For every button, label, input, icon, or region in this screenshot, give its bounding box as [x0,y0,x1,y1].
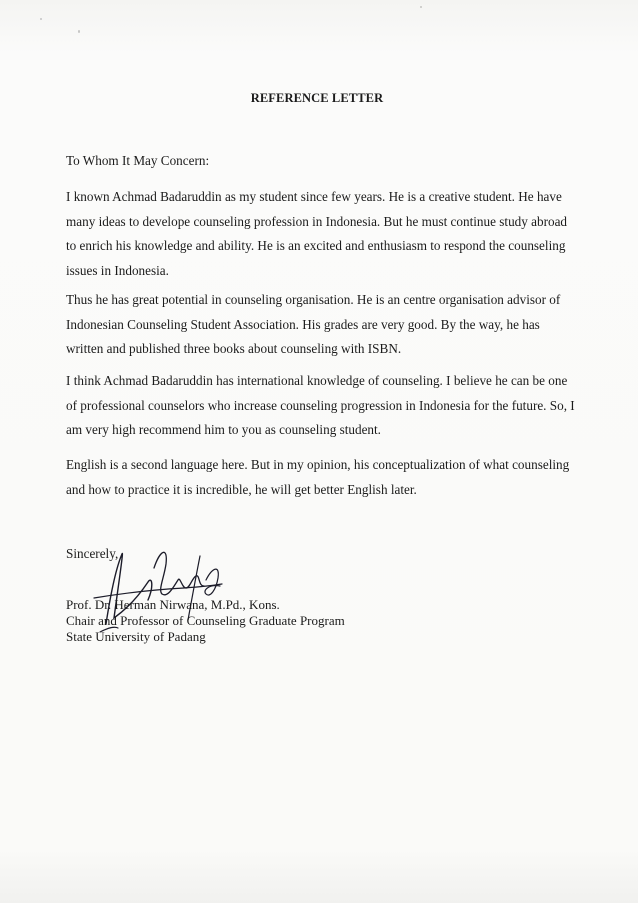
signatory-name: Prof. Dr. Herman Nirwana, M.Pd., Kons. [66,597,280,612]
closing: Sincerely, [66,546,119,561]
signatory-position: Chair and Professor of Counseling Graduate Program [66,613,345,628]
body-paragraph: I think Achmad Badaruddin has international knowledge of counseling. I believe he can be one of professional counselors who increase counseling progression in Indonesia for the future. So, I am very high recommend him to you as counseling student. [66,373,575,437]
body-paragraph: English is a second language here. But in my opinion, his conceptualization of what counseling and how to practice it is incredible, he will get better English later. [66,457,570,497]
scan-speck [40,18,42,20]
signature-block [66,597,345,645]
signatory-institution: State University of Padang [66,629,206,644]
body-paragraph: Thus he has great potential in counseling organisation. He is an centre organisation advisor of Indonesian Counseling Student Association. His grades are very good. By the way, he has written and published three books about counseling with ISBN. [66,292,561,356]
body-paragraph: I known Achmad Badaruddin as my student since few years. He is a creative student. He have many ideas to develope counseling profession in Indonesia. But he must continue study abroad to enrich his knowledge and ability. He is an excited and enthusiasm to respond the counseling issues in Indonesia. [66,189,568,278]
scan-speck [78,30,80,33]
scan-speck [420,6,422,8]
letter-title: REFERENCE LETTER [250,91,384,105]
salutation: To Whom It May Concern: [66,153,210,168]
